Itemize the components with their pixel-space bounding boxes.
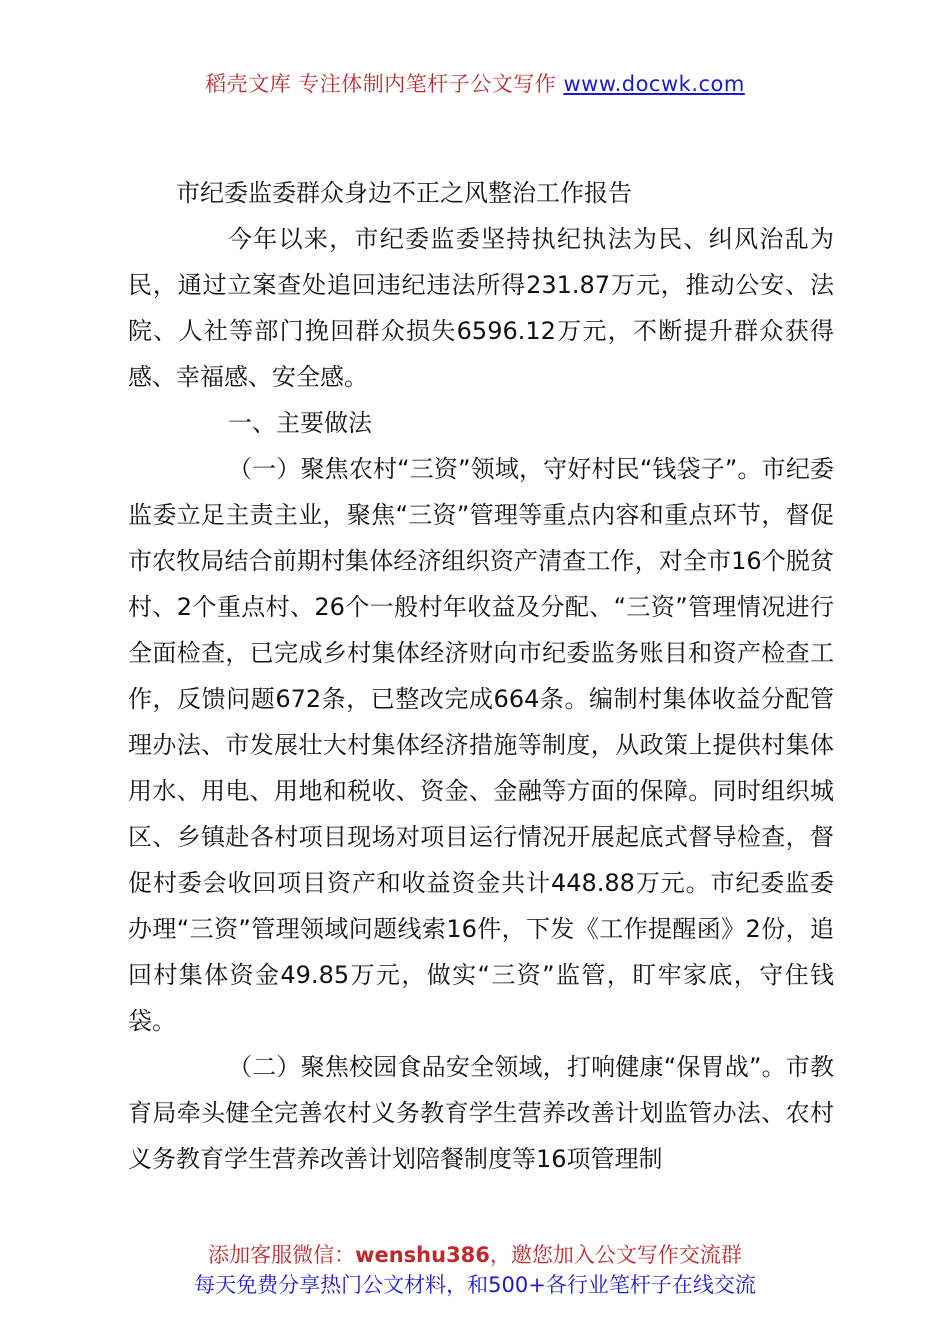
- document-title: 市纪委监委群众身边不正之风整治工作报告: [176, 179, 632, 207]
- page-footer: [0, 1240, 950, 1300]
- page-header: [0, 68, 950, 98]
- header-slogan: 稻壳文库 专注体制内笔杆子公文写作: [205, 72, 564, 96]
- site-link[interactable]: www.docwk.com: [563, 72, 745, 96]
- paragraph-intro: 今年以来，市纪委监委坚持执纪执法为民、纠风治乱为民，通过立案查处追回违纪违法所得231.87万元，推动公安、法院、人社等部门挽回群众损失6596.12万元，不断提升群众获得感、幸福感、安全感。: [128, 225, 834, 391]
- section-heading: 一、主要做法: [228, 409, 372, 437]
- paragraph-section-1: （一）聚焦农村“三资”领域，守好村民“钱袋子”。市纪委监委立足主责主业，聚焦“三资”管理等重点内容和重点环节，督促市农牧局结合前期村集体经济组织资产清查工作，对全市16个脱贫村、2个重点村、26个一般村年收益及分配、“三资”管理情况进行全面检查，已完成乡村集体经济财向市纪委监务账目和资产检查工作，反馈问题672条，已整改完成664条。编制村集体收益分配管理办法、市发展壮大村集体经济措施等制度，从政策上提供村集体用水、用电、用地和税收、资金、金融等方面的保障。同时组织城区、乡镇赴各村项目现场对项目运行情况开展起底式督导检查，督促村委会收回项目资产和收益资金共计448.88万元。市纪委监委办理“三资”管理领域问题线索16件，下发《工作提醒函》2份，追回村集体资金49.85万元，做实“三资”监管，盯牢家底，守住钱袋。: [128, 455, 834, 1035]
- footer-wechat-label: 添加客服微信：: [208, 1243, 356, 1267]
- footer-line-2: 每天免费分享热门公文材料，和500+各行业笔杆子在线交流: [194, 1273, 756, 1297]
- footer-wechat-id: wenshu386: [355, 1243, 490, 1267]
- document-body: [128, 170, 834, 1182]
- footer-line-1: [0, 1240, 950, 1270]
- paragraph-section-2: （二）聚焦校园食品安全领域，打响健康“保胃战”。市教育局牵头健全完善农村义务教育学生营养改善计划监管办法、农村义务教育学生营养改善计划陪餐制度等16项管理制: [128, 1053, 834, 1173]
- footer-invite-text: ，邀您加入公文写作交流群: [489, 1243, 742, 1267]
